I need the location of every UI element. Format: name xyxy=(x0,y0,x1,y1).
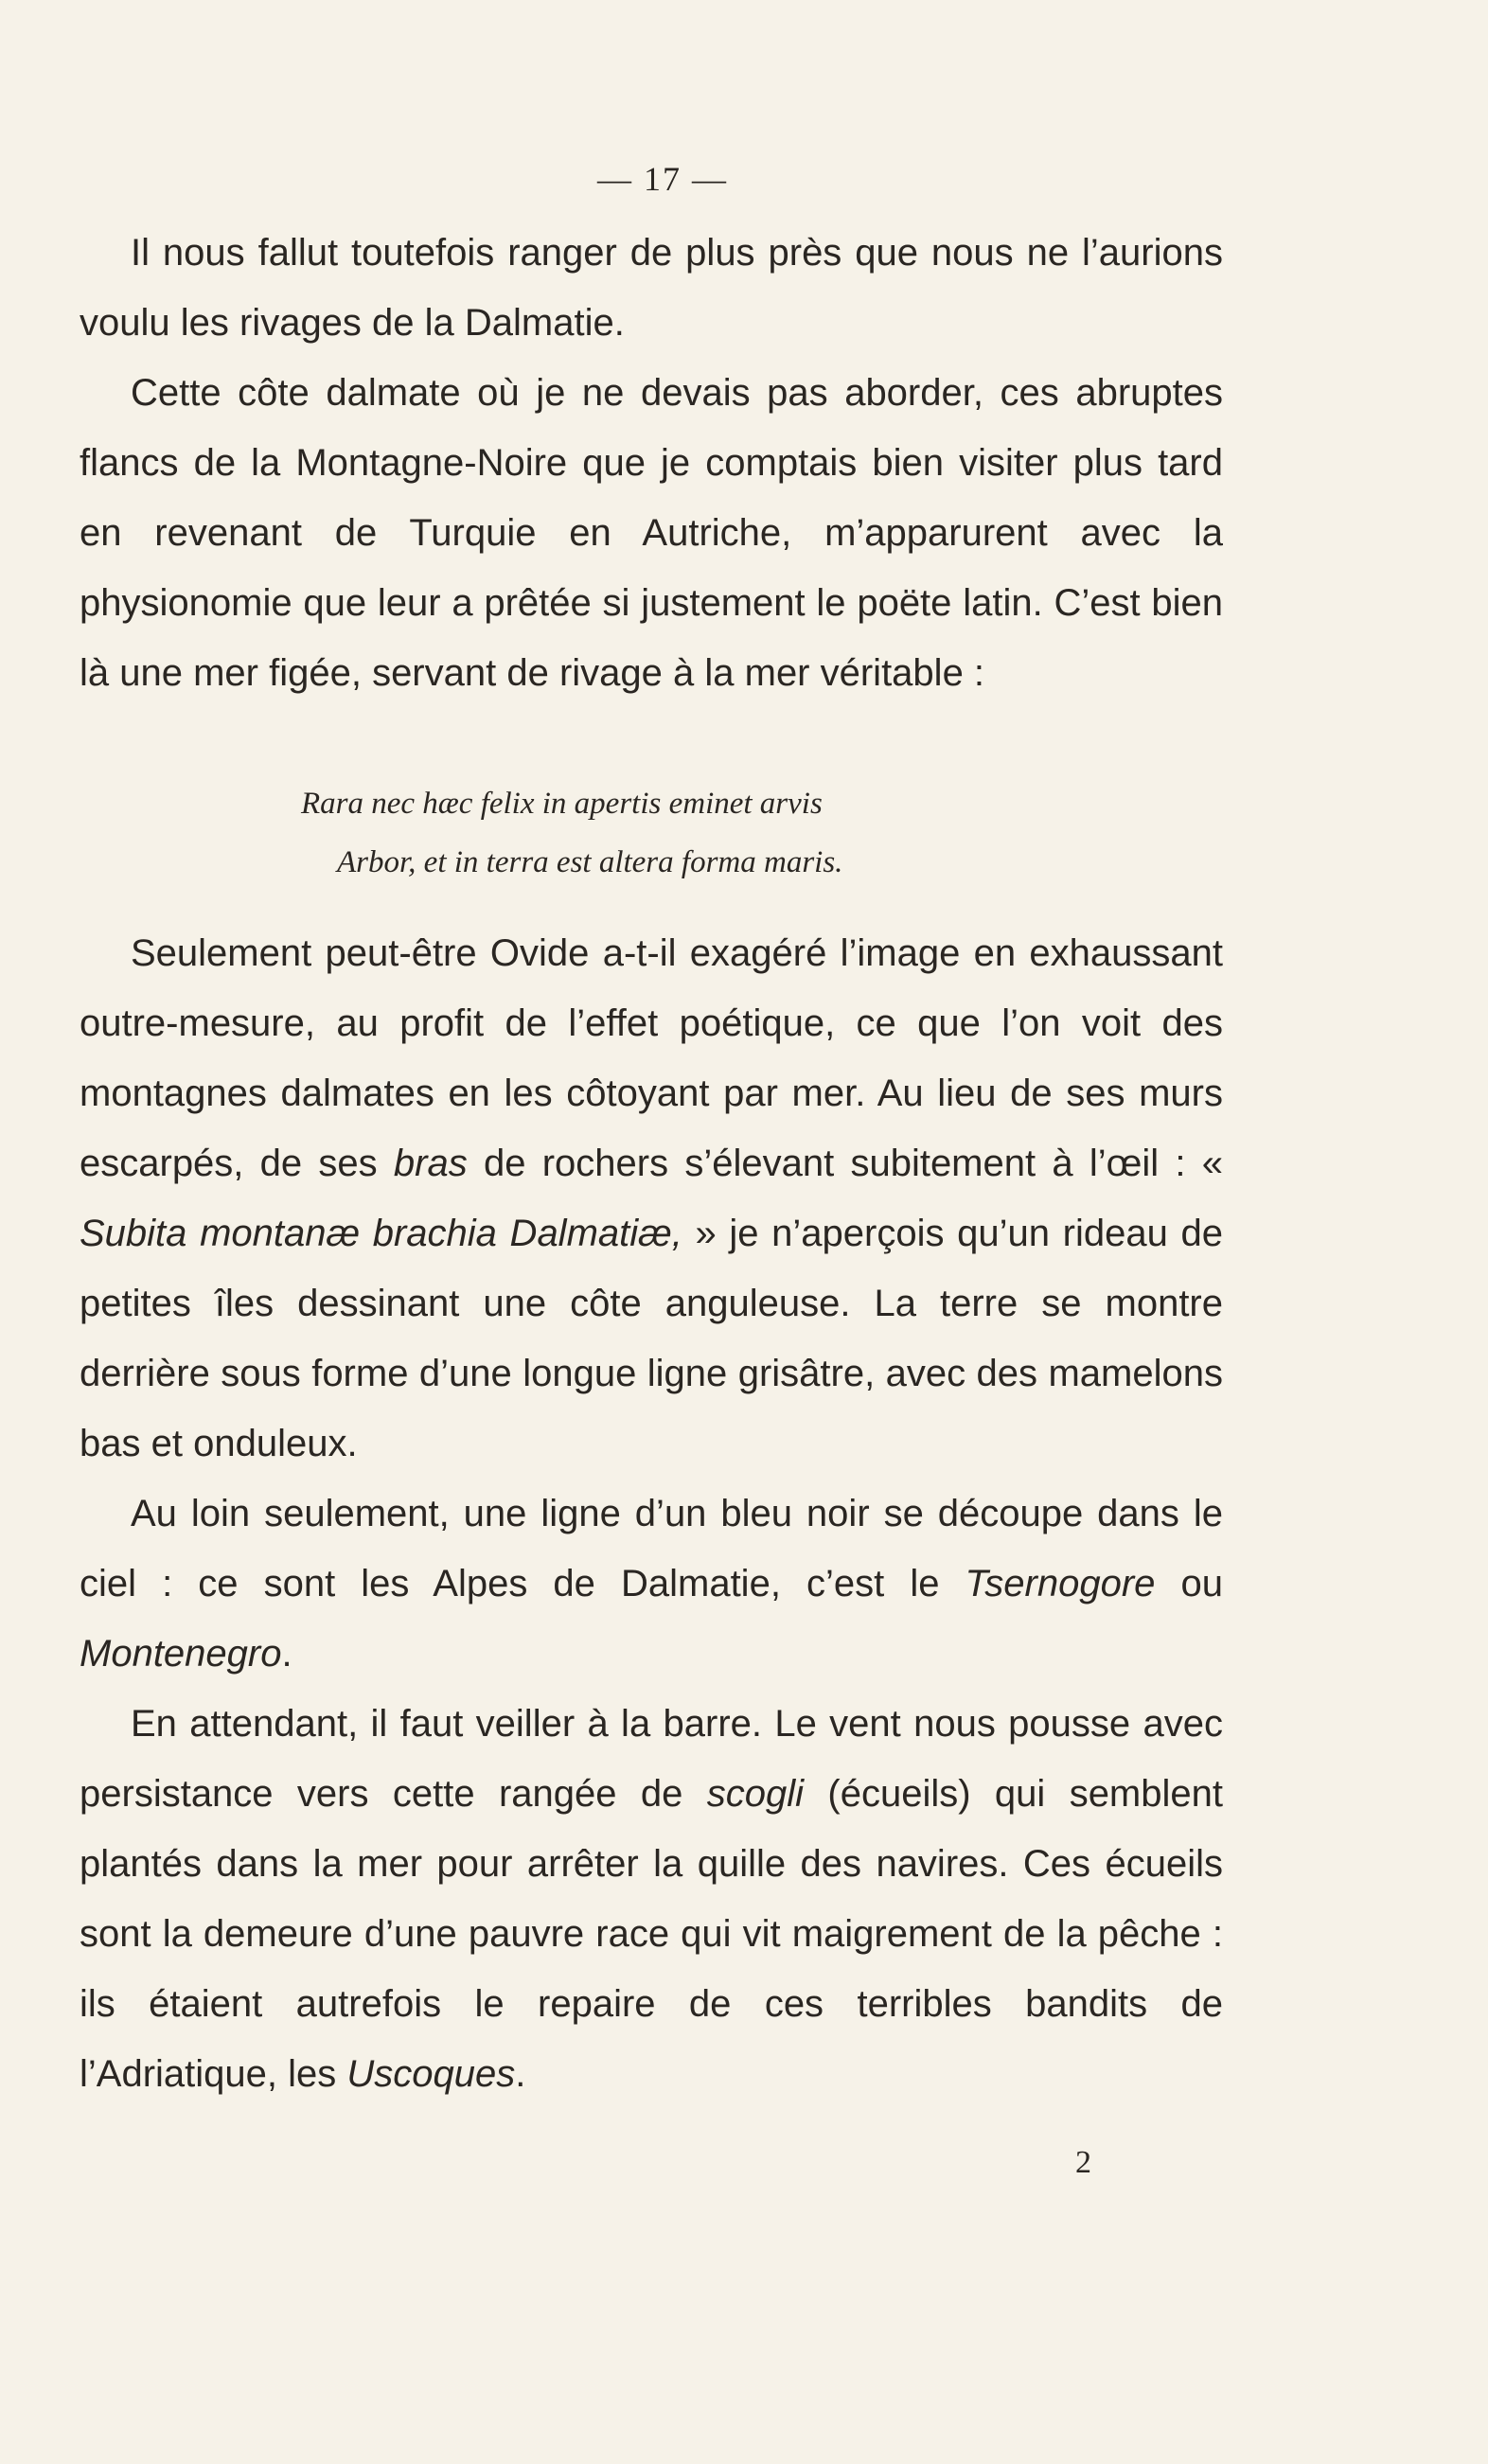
paragraph-5 xyxy=(80,1689,1223,2109)
paragraph-4-italic-montenegro: Montenegro xyxy=(80,1633,282,1675)
paragraph-3-part-c: de rochers s’élevant subitement à l’œil : « xyxy=(467,1143,1224,1184)
paragraph-4-part-c: ou xyxy=(1155,1563,1224,1604)
paragraph-4-part-a: Au loin seulement, une ligne d’un bleu noir se découpe dans le ciel : ce sont les Alpes de Dalmatie, c’est le xyxy=(80,1493,1223,1604)
text-block-bottom xyxy=(80,918,1223,2109)
text-block-top xyxy=(80,218,1223,708)
page-number-header: — 17 — xyxy=(597,160,728,198)
paragraph-2: Cette côte dalmate où je ne devais pas aborder, ces abruptes flancs de la Montagne-Noire que je comptais bien visiter plus tard en revenant de Turquie en Autriche, m’apparurent avec la physionomie que leur a prêtée si justement le poëte latin. C’est bien là une mer figée, servant de rivage à la mer véritable : xyxy=(80,372,1223,694)
paragraph-4-italic-tsernogore: Tsernogore xyxy=(965,1563,1156,1604)
paragraph-3-italic-bras: bras xyxy=(393,1143,468,1184)
paragraph-3 xyxy=(80,918,1223,1479)
paragraph-4 xyxy=(80,1479,1223,1689)
paragraph-4-part-e: . xyxy=(281,1633,292,1675)
signature-mark: 2 xyxy=(1075,2145,1091,2180)
paragraph-5-italic-scogli: scogli xyxy=(706,1773,805,1815)
paragraph-3-part-e: » je n’aperçois qu’un rideau de petites îles dessinant une côte anguleuse. La terre se montre derrière sous forme d’une longue ligne grisâtre, avec des mamelons bas et onduleux. xyxy=(80,1213,1224,1464)
paragraph-5-part-c: (écueils) qui semblent plantés dans la mer pour arrêter la quille des navires. Ces écueils sont la demeure d’une pauvre race qui vit maigrement de la pêche : ils étaient autrefois le repaire de ces terribles bandits de l’Adriatique, les xyxy=(80,1773,1223,2095)
paragraph-3-part-a: Seulement peut-être Ovide a-t-il exagéré l’image en exhaussant outre-mesure, au profit de l’effet poétique, ce que l’on voit des montagnes dalmates en les côtoyant par mer. Au lieu de ses murs escarpés, de ses xyxy=(80,932,1223,1184)
paragraph-1: Il nous fallut toutefois ranger de plus près que nous ne l’aurions voulu les rivages de la Dalmatie. xyxy=(80,232,1223,344)
paragraph-5-part-e: . xyxy=(515,2053,526,2095)
verse-line-2: Arbor, et in terra est altera forma maris. xyxy=(337,845,843,879)
verse-line-1: Rara nec hæc felix in apertis eminet arvis xyxy=(301,787,823,821)
paragraph-5-part-a: En attendant, il faut veiller à la barre. Le vent nous pousse avec persistance vers cette rangée de xyxy=(80,1703,1223,1815)
paragraph-3-italic-quote: Subita montanæ brachia Dalmatiæ, xyxy=(80,1213,682,1254)
latin-verse-quote xyxy=(0,774,1302,892)
paragraph-5-italic-uscoques: Uscoques xyxy=(346,2053,516,2095)
